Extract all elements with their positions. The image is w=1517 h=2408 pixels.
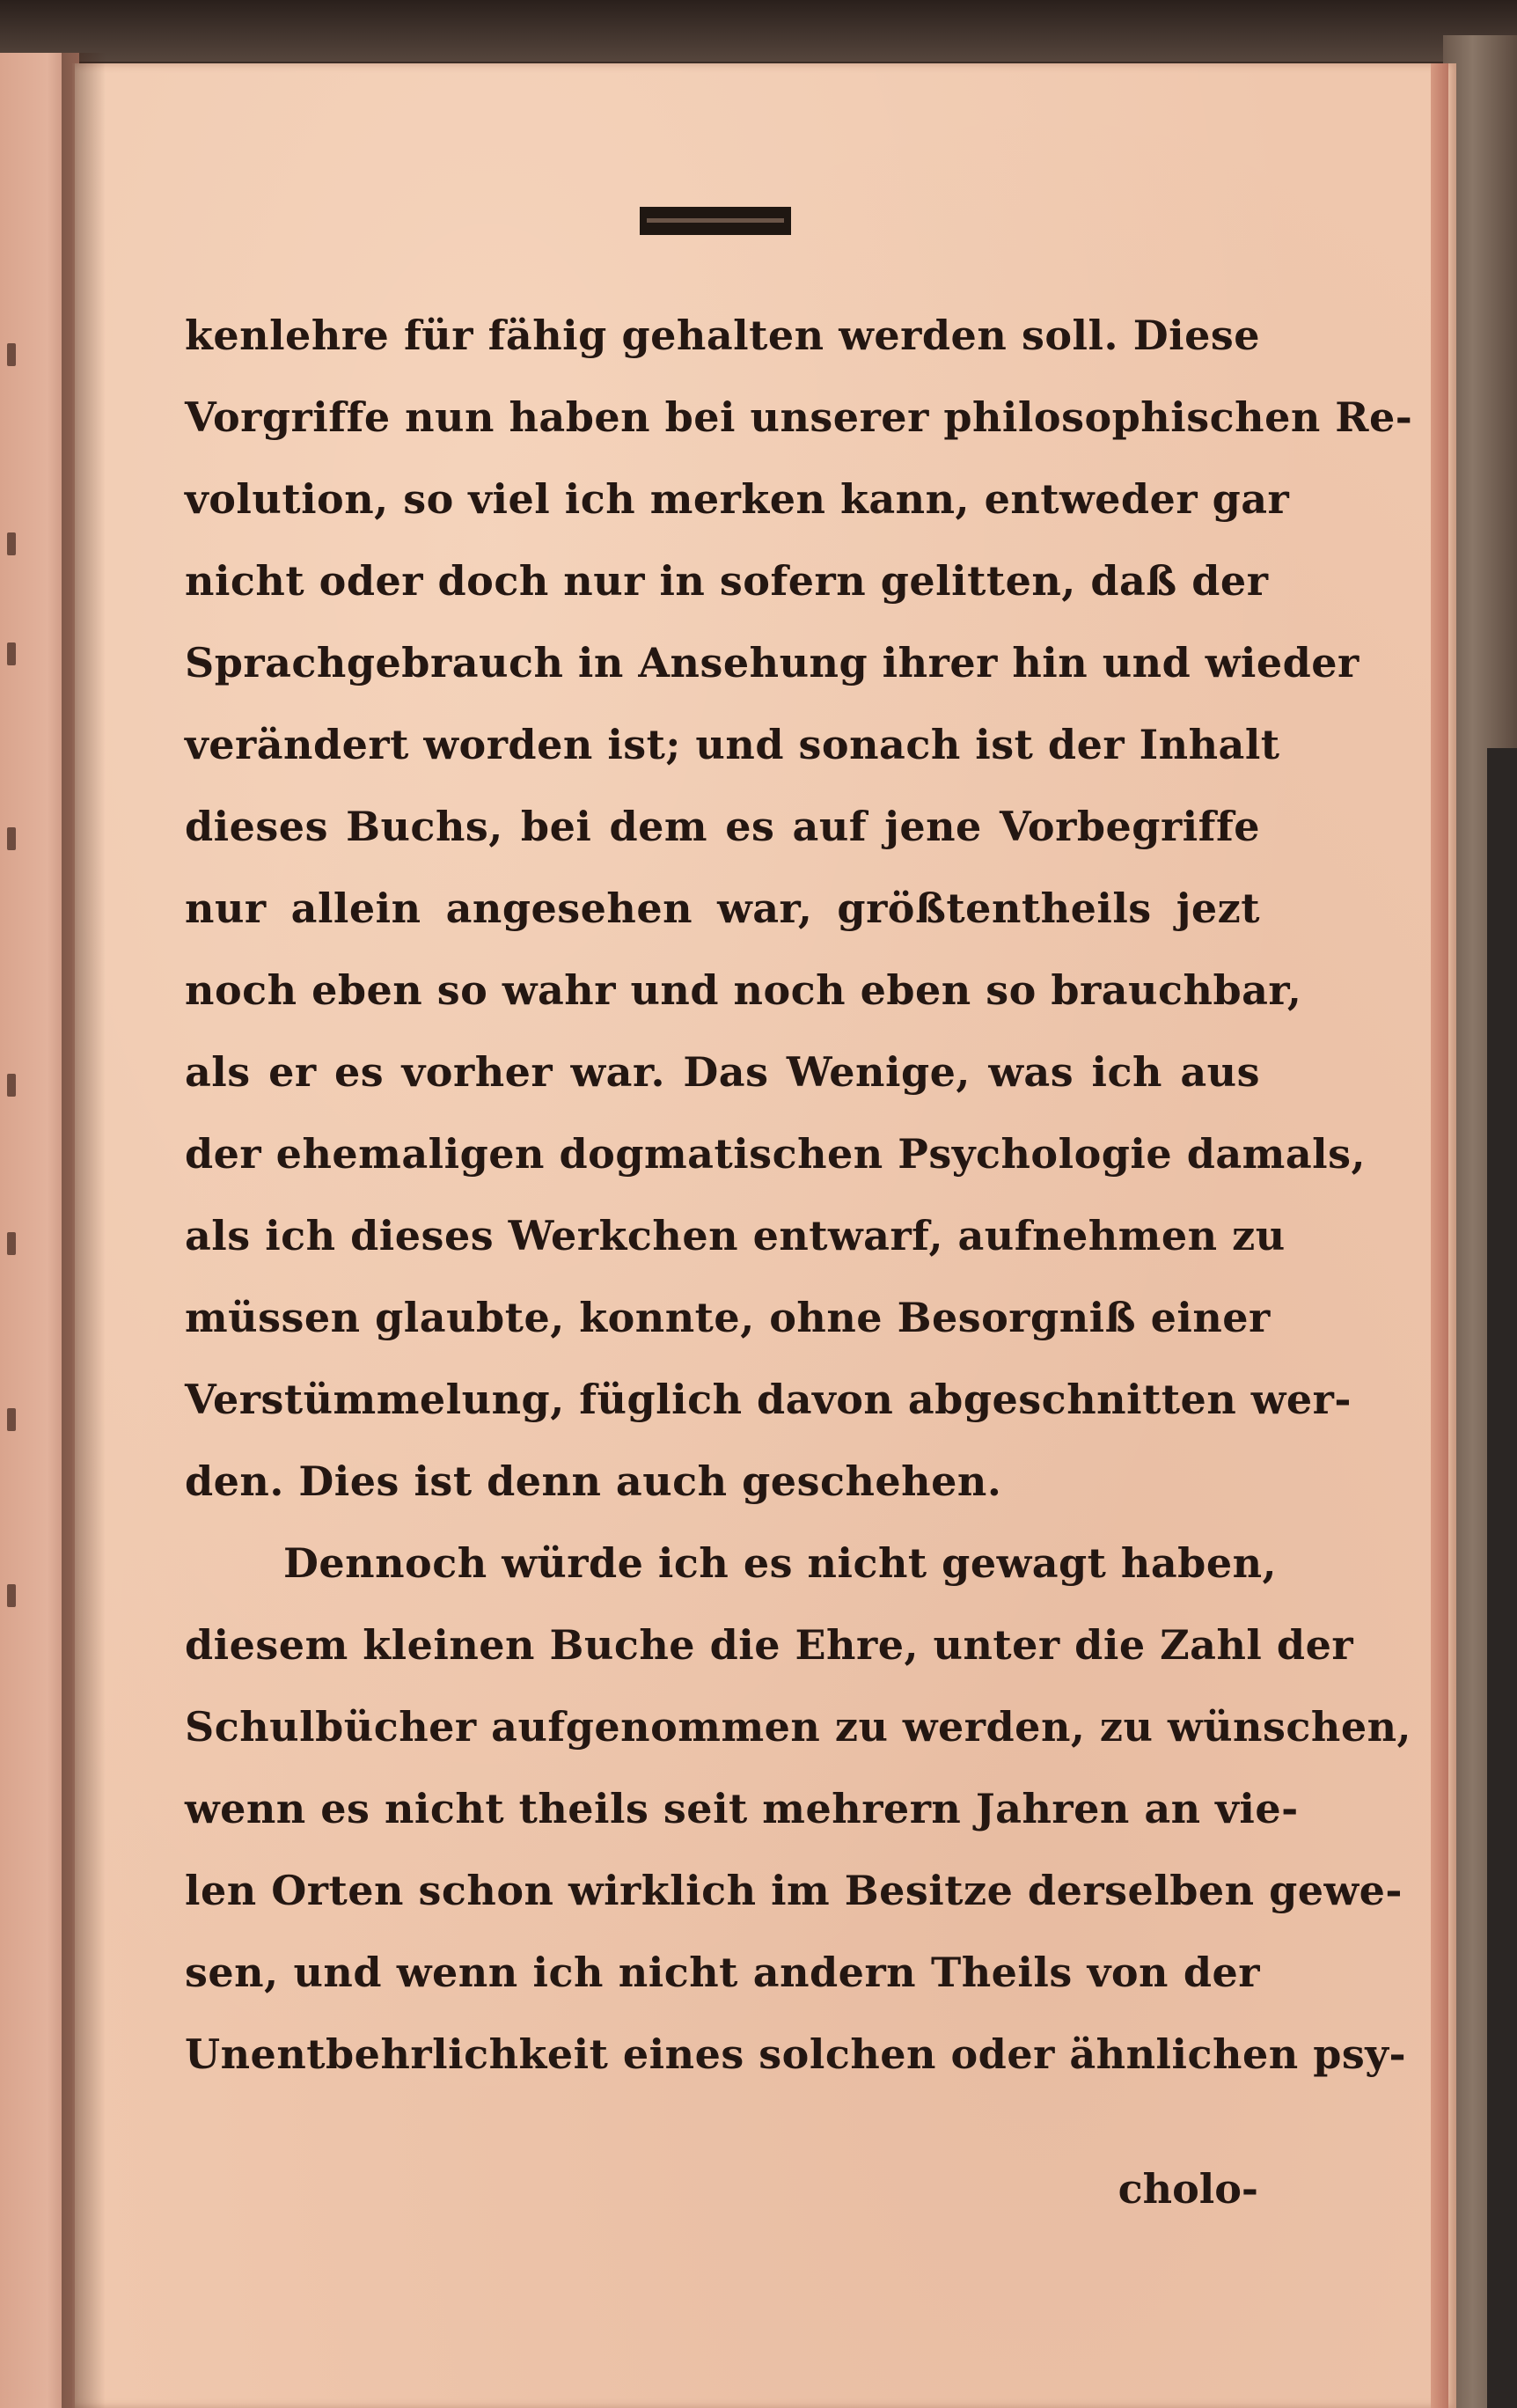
ghost-glyph [7,343,16,366]
ghost-glyph [7,642,16,665]
ghost-glyph [7,1584,16,1607]
text-line: len Orten schon wirklich im Besitze derselben gewe- [185,1867,1403,1914]
ghost-glyph [7,1074,16,1097]
catchword: cholo- [1118,2165,1258,2213]
text-line-paragraph-end: den. Dies ist denn auch geschehen. [185,1457,1002,1505]
body-text [185,295,1413,2096]
text-line: nicht oder doch nur in sofern gelitten, daß der [185,557,1269,605]
text-line: wenn es nicht theils seit mehrern Jahren an vie- [185,1785,1299,1832]
text-line: dieses Buchs, bei dem es auf jene Vorbegriffe [185,803,1260,850]
text-line: Vorgriffe nun haben bei unserer philosophischen Re- [185,393,1413,441]
text-line: kenlehre für fähig gehalten werden soll. Diese [185,312,1260,359]
ghost-glyph [7,532,16,555]
text-line: Unentbehrlichkeit eines solchen oder ähnlichen psy- [185,2030,1407,2078]
header-ornament-rule [640,207,791,235]
text-line: sen, und wenn ich nicht andern Theils von der [185,1949,1260,1996]
binding-top-edge [0,0,1517,62]
text-line: als ich dieses Werkchen entwarf, aufnehmen zu [185,1212,1286,1259]
gutter-shadow [62,53,106,2408]
page-fore-edge [1431,63,1448,2408]
text-line: diesem kleinen Buche die Ehre, unter die Zahl der [185,1621,1354,1669]
text-line: volution, so viel ich merken kann, entweder gar [185,475,1290,523]
text-line: Sprachgebrauch in Ansehung ihrer hin und wieder [185,639,1359,686]
ghost-glyph [7,1408,16,1431]
ghost-glyph [7,1232,16,1255]
text-line: müssen glaubte, konnte, ohne Besorgniß einer [185,1294,1271,1341]
text-line: Schulbücher aufgenommen zu werden, zu wünschen, [185,1703,1412,1751]
text-line-paragraph-start: Dennoch würde ich es nicht gewagt haben, [283,1539,1278,1587]
text-line: nur allein angesehen war, größtentheils jezt [185,885,1260,932]
text-line: noch eben so wahr und noch eben so brauchbar, [185,966,1302,1014]
ghost-glyph [7,827,16,850]
text-line: der ehemaligen dogmatischen Psychologie damals, [185,1130,1367,1178]
text-line: als er es vorher war. Das Wenige, was ich aus [185,1048,1260,1096]
text-line: Verstümmelung, füglich davon abgeschnitten wer- [185,1376,1352,1423]
cover-shadow [1487,748,1517,2408]
text-line: verändert worden ist; und sonach ist der Inhalt [185,721,1280,768]
